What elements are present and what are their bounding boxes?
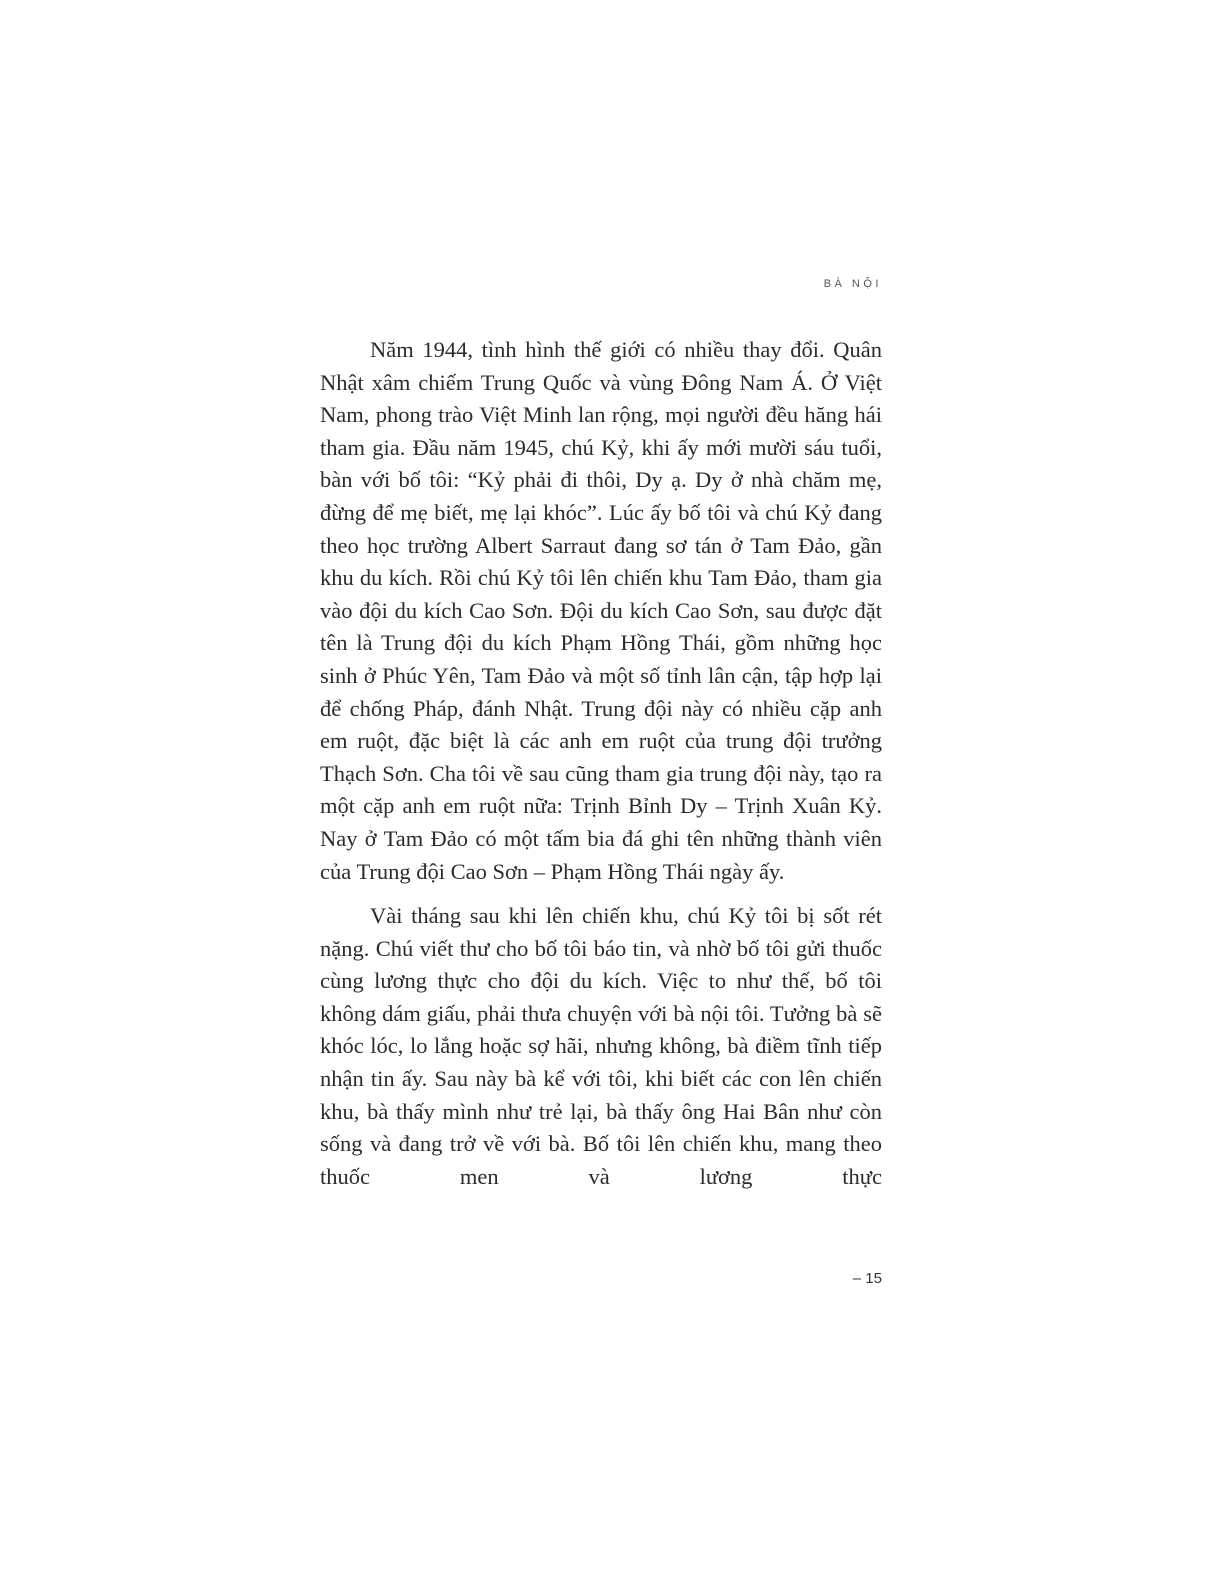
paragraph: Vài tháng sau khi lên chiến khu, chú Kỷ tôi bị sốt rét nặng. Chú viết thư cho bố tôi báo tin, và nhờ bố tôi gửi thuốc cùng lương thực cho đội du kích. Việc to như thế, bố tôi không dám giấu, phải thưa chuyện với bà nội tôi. Tưởng bà sẽ khóc lóc, lo lắng hoặc sợ hãi, nhưng không, bà điềm tĩnh tiếp nhận tin ấy. Sau này bà kể với tôi, khi biết các con lên chiến khu, bà thấy mình như trẻ lại, bà thấy ông Hai Bân như còn sống và đang trở về với bà. Bố tôi lên chiến khu, mang theo thuốc men và lương thực <box>320 903 882 1189</box>
paragraph: Năm 1944, tình hình thế giới có nhiều thay đổi. Quân Nhật xâm chiếm Trung Quốc và vùng Đông Nam Á. Ở Việt Nam, phong trào Việt Minh lan rộng, mọi người đều hăng hái tham gia. Đầu năm 1945, chú Kỷ, khi ấy mới mười sáu tuổi, bàn với bố tôi: “Kỷ phải đi thôi, Dy ạ. Dy ở nhà chăm mẹ, đừng để mẹ biết, mẹ lại khóc”. Lúc ấy bố tôi và chú Kỷ đang theo học trường Albert Sarraut đang sơ tán ở Tam Đảo, gần khu du kích. Rồi chú Kỷ tôi lên chiến khu Tam Đảo, tham gia vào đội du kích Cao Sơn. Đội du kích Cao Sơn, sau được đặt tên là Trung đội du kích Phạm Hồng Thái, gồm những học sinh ở Phúc Yên, Tam Đảo và một số tỉnh lân cận, tập hợp lại để chống Pháp, đánh Nhật. Trung đội này có nhiều cặp anh em ruột, đặc biệt là các anh em ruột của trung đội trưởng Thạch Sơn. Cha tôi về sau cũng tham gia trung đội này, tạo ra một cặp anh em ruột nữa: Trịnh Bỉnh Dy – Trịnh Xuân Kỷ. Nay ở Tam Đảo có một tấm bia đá ghi tên những thành viên của Trung đội Cao Sơn – Phạm Hồng Thái ngày ấy. <box>320 337 882 884</box>
page-number: – 15 <box>852 1270 882 1287</box>
running-header: BÀ NỘI <box>823 278 882 290</box>
body-text <box>320 334 882 1193</box>
